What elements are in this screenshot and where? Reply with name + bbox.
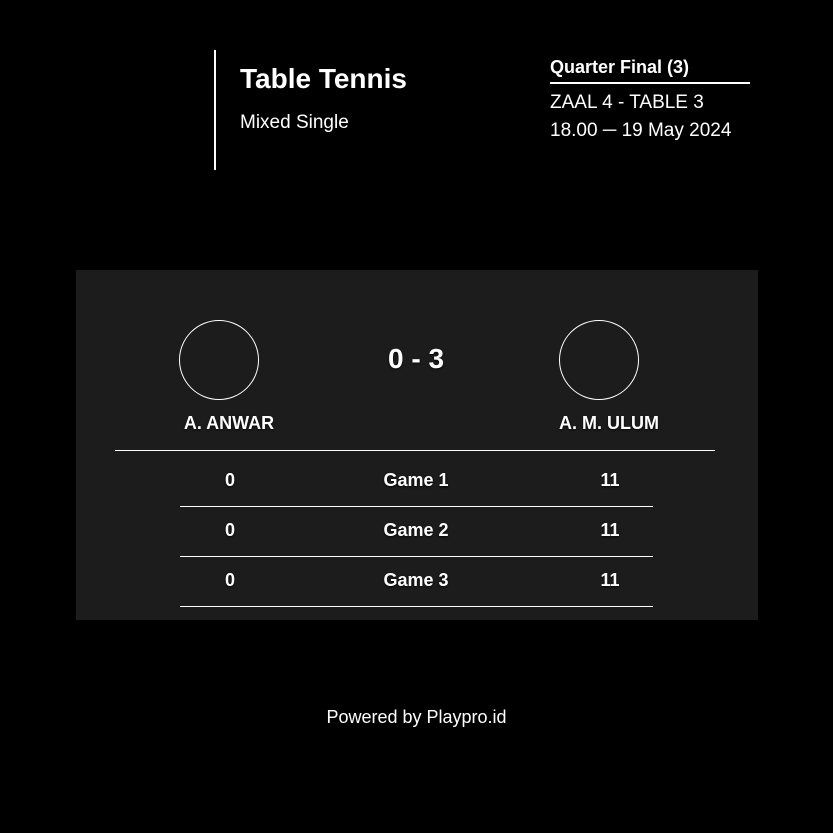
scoreboard-card — [76, 270, 758, 620]
away-game-score: 11 — [600, 470, 620, 490]
away-game-score: 11 — [600, 570, 620, 590]
away-player-name: A. M. ULUM — [559, 413, 659, 433]
game-label: Game 1 — [383, 470, 449, 490]
away-game-score: 11 — [600, 520, 620, 540]
final-score: 0 - 3 — [387, 343, 445, 374]
header-divider — [214, 50, 216, 170]
players-divider — [115, 450, 715, 451]
game-label: Game 2 — [383, 520, 449, 540]
home-player-name: A. ANWAR — [183, 413, 275, 433]
venue-label: ZAAL 4 - TABLE 3 — [550, 92, 704, 113]
home-game-score: 0 — [224, 470, 235, 490]
game-label: Game 3 — [383, 570, 449, 590]
sport-category: Mixed Single — [240, 112, 349, 133]
game-row — [180, 456, 653, 507]
round-label: Quarter Final (3) — [550, 56, 750, 84]
game-row — [180, 556, 653, 607]
datetime-label: 18.00 ─ 19 May 2024 — [550, 120, 732, 141]
home-game-score: 0 — [224, 570, 235, 590]
home-game-score: 0 — [224, 520, 235, 540]
away-player-avatar — [559, 320, 639, 400]
game-row — [180, 506, 653, 557]
home-player-avatar — [179, 320, 259, 400]
powered-by-footer: Powered by Playpro.id — [326, 707, 507, 727]
sport-title: Table Tennis — [240, 63, 407, 94]
